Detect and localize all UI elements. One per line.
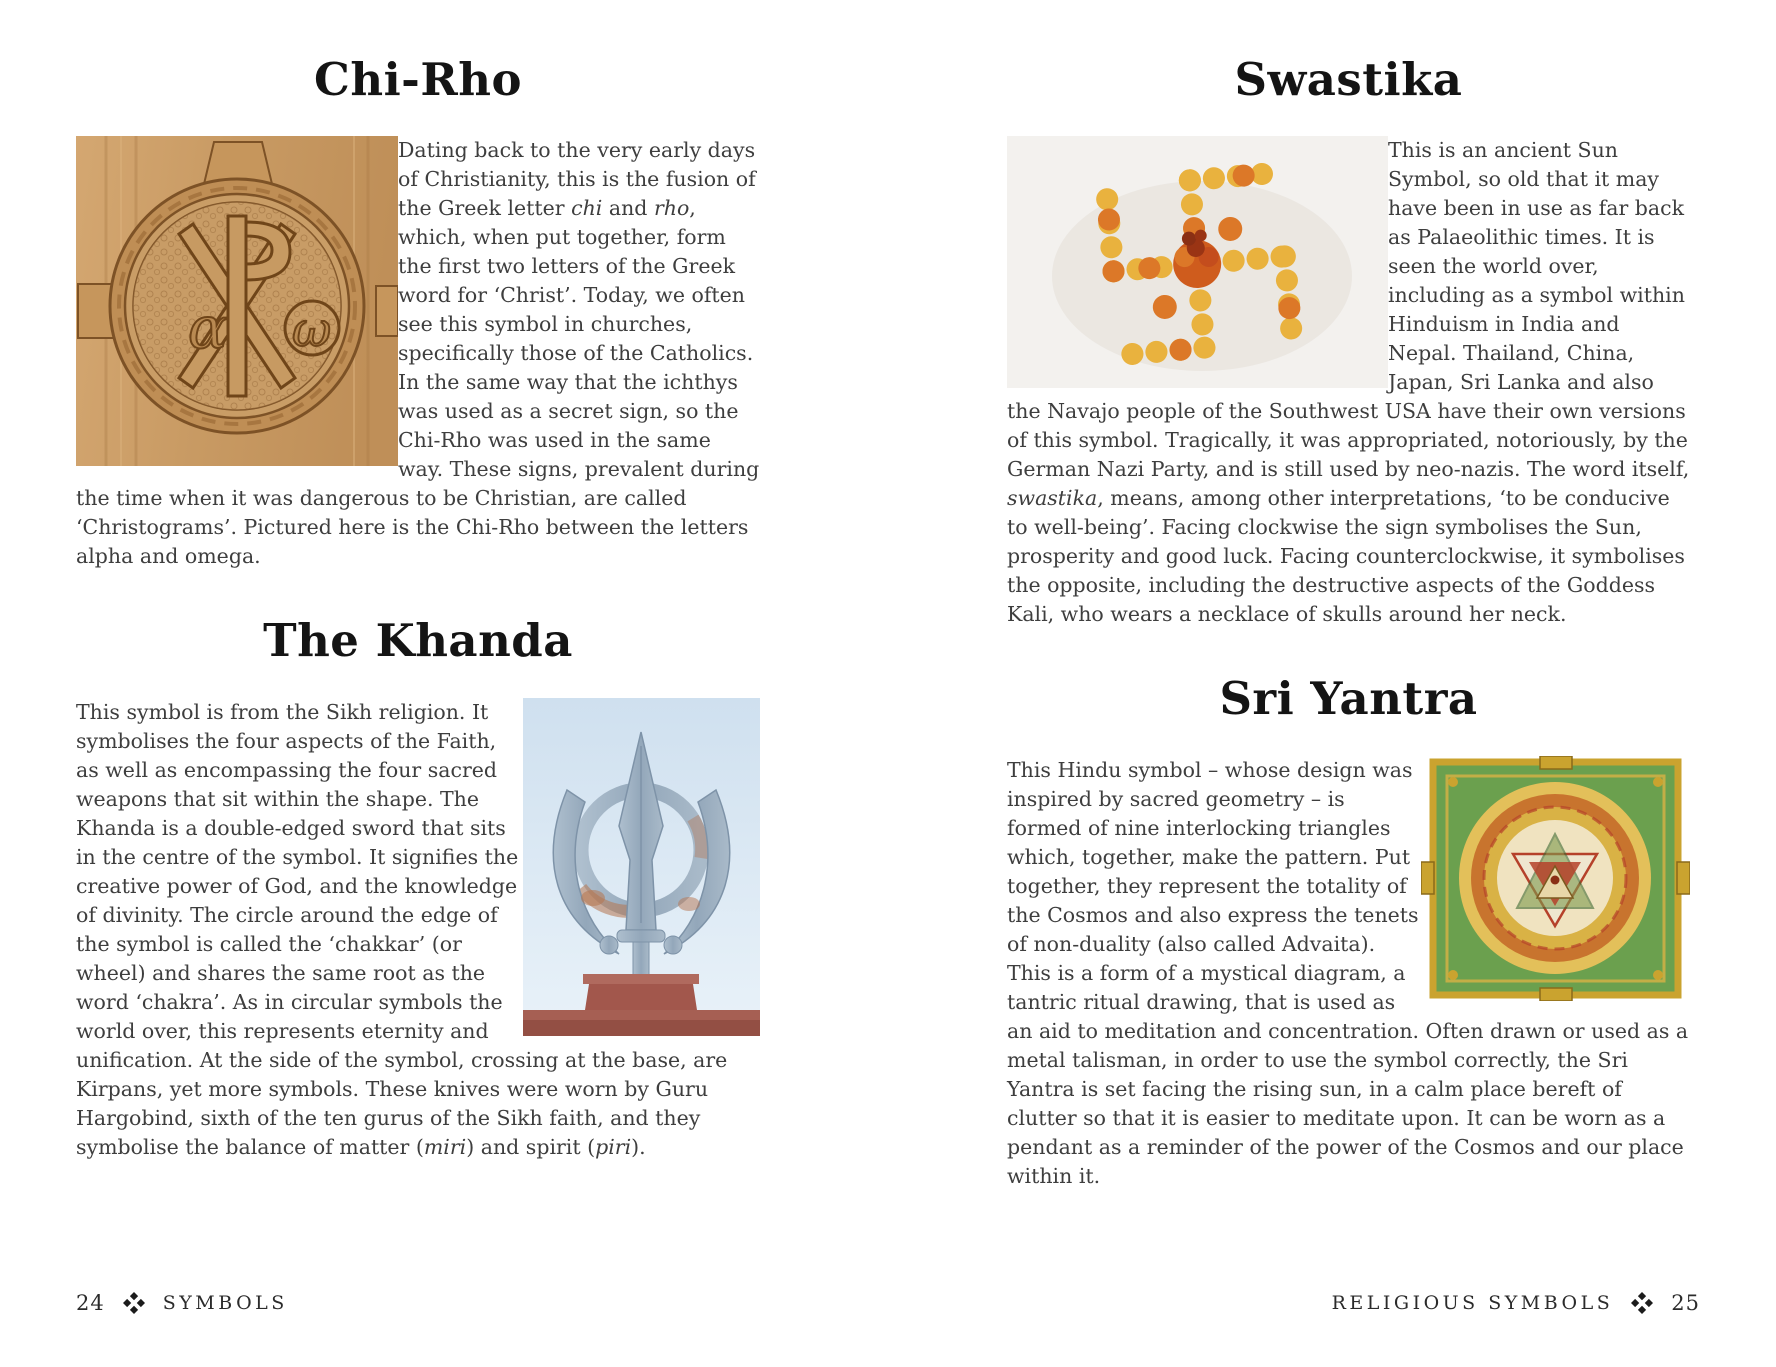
section-khanda [76,698,760,1162]
section-chi-rho [76,136,760,571]
chi-rho-carving-image [76,136,398,466]
page-number-right: 25 [1671,1291,1700,1315]
diamond-ornament-icon [1631,1292,1653,1314]
figure-sri-yantra [1421,756,1690,1001]
figure-khanda-photo [523,698,760,1036]
paragraph-sri-yantra: This Hindu symbol – whose design was inspired by sacred geometry – is formed of nine interlocking triangles which, together, make the pattern. Put together, they represent the totality of the Cosmos and also express the tenets of non-duality (also called Advaita). This is a form of a mystical diagram, a tantric ritual drawing, that is used as an aid to meditation and concentration. Often drawn or used as a metal talisman, in order to use the symbol correctly, the Sri Yantra is set facing the rising sun, in a calm place bereft of clutter so that it is easier to meditate upon. It can be worn as a pendant as a reminder of the power of the Cosmos and our place within it. [1007,757,1689,1188]
footer-right [1332,1291,1700,1315]
bindu-centre-dot [1551,875,1560,884]
footer-left [76,1291,288,1315]
section-title-sri-yantra: Sri Yantra [1219,672,1478,726]
page-right [888,0,1776,1367]
swastika-flowers-image [1007,136,1388,388]
figure-chi-rho-carving [76,136,398,466]
khanda-photo-image [523,698,760,1036]
footer-label-right: RELIGIOUS SYMBOLS [1331,1292,1614,1314]
figure-swastika-flowers [1007,136,1388,388]
paragraph-khanda: This symbol is from the Sikh religion. It symbolises the four aspects of the Faith, as well as encompassing the four sacred weapons that sit within the shape. The Khanda is a double-edged sword that sits in the centre of the symbol. It signifies the creative power of God, and the knowledge of divinity. The circle around the edge of the symbol is called the ‘chakkar’ (or wheel) and shares the same root as the word ‘chakra’. As in circular symbols the world over, this represents eternity and unification. At the side of the symbol, crossing at the base, are Kirpans, yet more symbols. These knives were worn by Guru Hargobind, sixth of the ten gurus of the Sikh faith, and they symbolise the balance of matter (miri) and spirit (piri). [76,699,728,1159]
section-sri-yantra [1007,756,1690,1191]
sri-yantra-image [1421,756,1690,1001]
omega-letter: ω [292,302,332,359]
page-number-left: 24 [76,1291,105,1315]
section-swastika [1007,136,1690,629]
section-title-khanda: The Khanda [263,614,573,668]
section-title-swastika: Swastika [1234,53,1463,106]
diamond-ornament-icon [123,1292,145,1314]
alpha-letter: α [188,294,228,363]
footer-label-left: SYMBOLS [162,1292,288,1314]
paragraph-chi-rho: Dating back to the very early days of Christianity, this is the fusion of the Greek letter chi and rho, which, when put together, form the first two letters of the Greek word for ‘Christ’. Today, we often see this symbol in churches, specifically those of the Catholics. In the same way that the ichthys was used as a secret sign, so the Chi-Rho was used in the same way. These signs, prevalent during the time when it was dangerous to be Christian, are called ‘Christograms’. Pictured here is the Chi-Rho between the letters alpha and omega. [76,138,760,569]
paragraph-swastika: This is an ancient Sun Symbol, so old that it may have been in use as far back as Palaeolithic times. It is seen the world over, including as a symbol within Hinduism in India and Nepal. Thailand, China, Japan, Sri Lanka and also the Navajo people of the Southwest USA have their own versions of this symbol. Tragically, it was appropriated, notoriously, by the German Nazi Party, and is still used by neo-nazis. The word itself, swastika, means, among other interpretations, ‘to be conducive to well-being’. Facing clockwise the sign symbolises the Sun, prosperity and good luck. Facing counterclockwise, it symbolises the opposite, including the destructive aspects of the Goddess Kali, who wears a necklace of skulls around her neck. [1007,138,1690,627]
section-title-chi-rho: Chi-Rho [314,53,522,106]
